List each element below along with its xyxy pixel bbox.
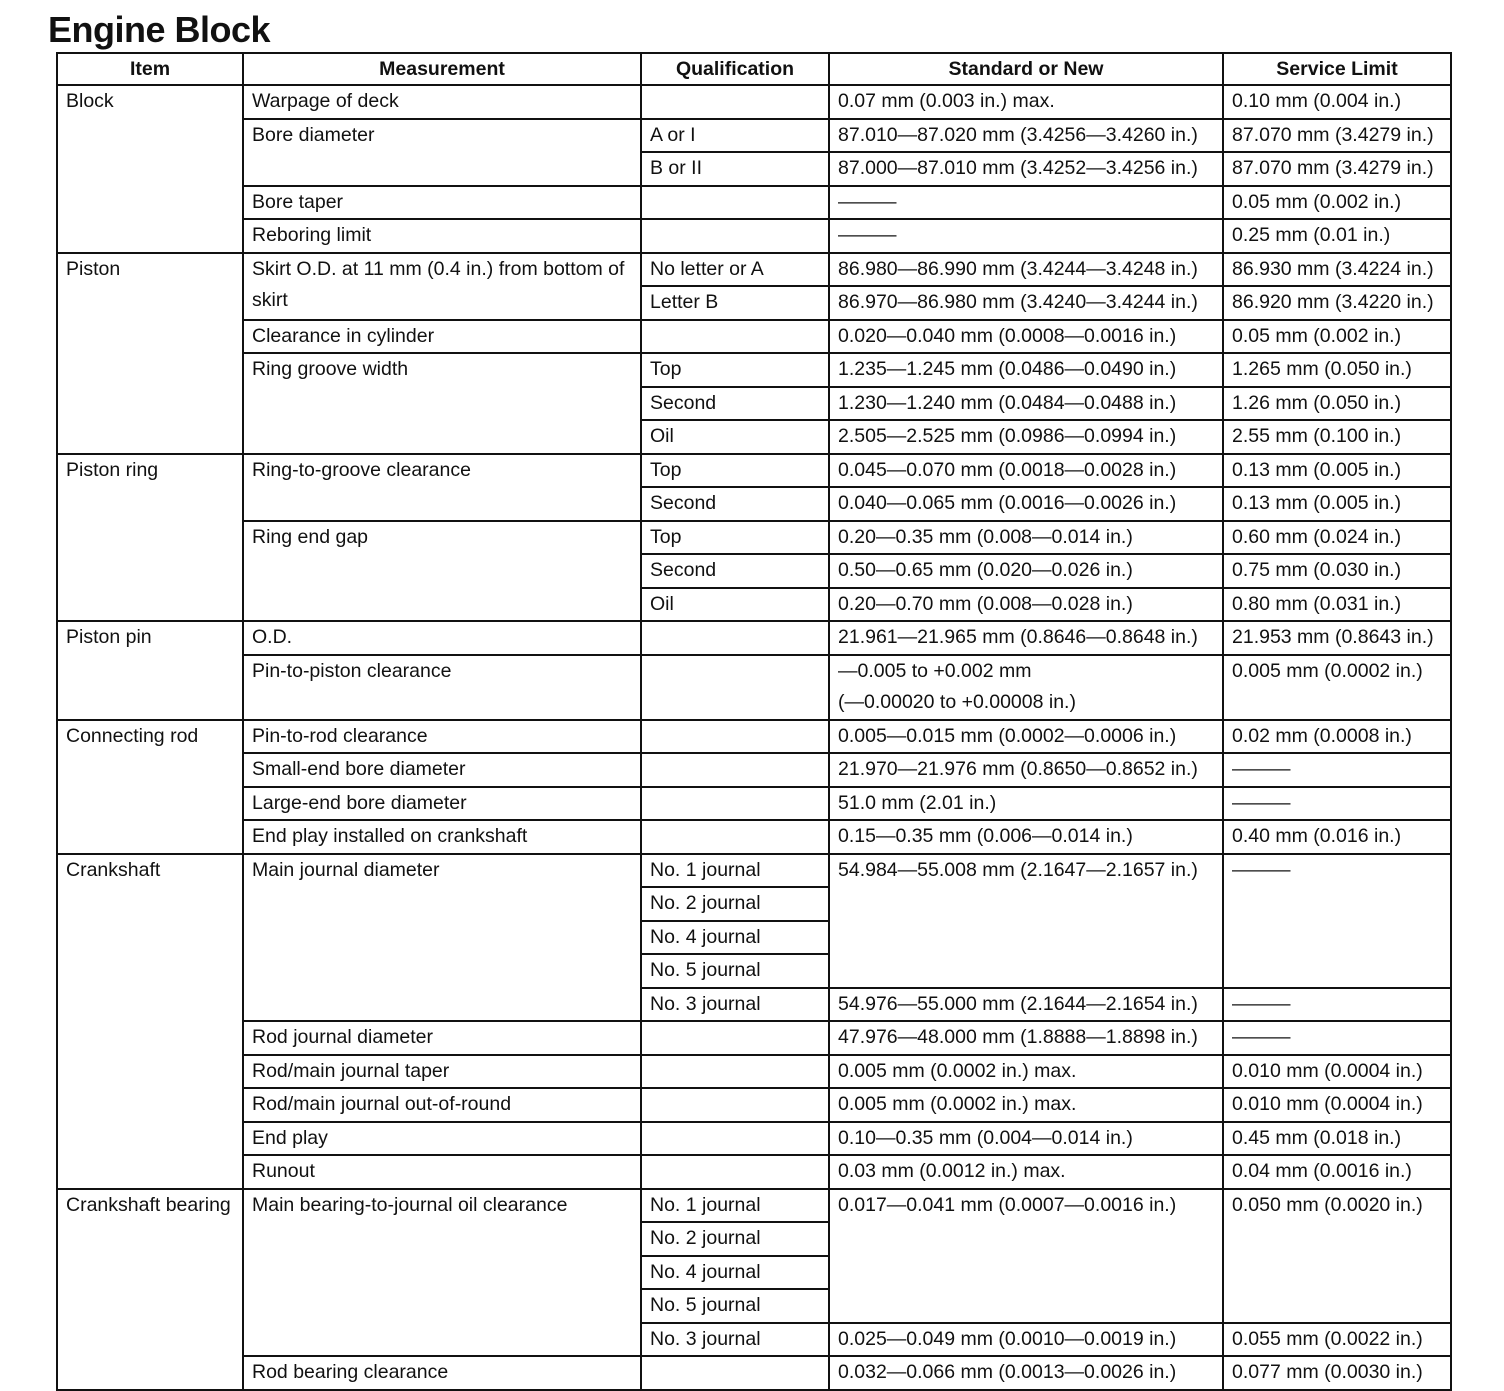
qualification-cell: B or II [641, 152, 829, 186]
service-limit-cell: 0.13 mm (0.005 in.) [1223, 454, 1451, 488]
standard-value-cell [829, 85, 1223, 119]
qualification-cell [641, 186, 829, 220]
qualification-cell: No. 2 journal [641, 887, 829, 921]
table-row [57, 655, 1451, 688]
measurement-cell: Ring-to-groove clearance [243, 454, 641, 521]
standard-value-line: 87.000—87.010 mm (3.4252—3.4256 in.) [838, 157, 1198, 179]
qualification-cell: No. 4 journal [641, 921, 829, 955]
standard-value-line: 2.505—2.525 mm (0.0986—0.0994 in.) [838, 425, 1177, 447]
standard-value-cell [829, 1189, 1223, 1323]
qualification-cell [641, 85, 829, 119]
qualification-cell [641, 655, 829, 720]
service-limit-cell: 21.953 mm (0.8643 in.) [1223, 621, 1451, 655]
table-row [57, 353, 1451, 387]
standard-value-cell [829, 554, 1223, 588]
standard-value-cell [829, 521, 1223, 555]
table-row [57, 521, 1451, 555]
qualification-cell [641, 320, 829, 354]
standard-value-line: (—0.00020 to +0.00008 in.) [838, 691, 1076, 713]
qualification-cell [641, 1021, 829, 1055]
item-cell: Piston pin [57, 621, 243, 720]
measurement-cell: Bore taper [243, 186, 641, 220]
service-limit-cell: 0.010 mm (0.0004 in.) [1223, 1055, 1451, 1089]
measurement-cell: Rod journal diameter [243, 1021, 641, 1055]
table-row [57, 186, 1451, 220]
standard-value-cell [829, 1155, 1223, 1189]
item-cell: Connecting rod [57, 720, 243, 854]
standard-value-cell [829, 988, 1223, 1022]
qualification-cell: No. 1 journal [641, 854, 829, 888]
standard-value-cell [829, 119, 1223, 153]
service-limit-cell: 0.055 mm (0.0022 in.) [1223, 1323, 1451, 1357]
qualification-cell [641, 1155, 829, 1189]
measurement-cell: Main bearing-to-journal oil clearance [243, 1189, 641, 1357]
standard-value-line: 86.970—86.980 mm (3.4240—3.4244 in.) [838, 291, 1198, 313]
standard-value-cell [829, 787, 1223, 821]
standard-value-cell [829, 820, 1223, 854]
column-header-service-limit: Service Limit [1223, 53, 1451, 85]
service-limit-cell: 0.80 mm (0.031 in.) [1223, 588, 1451, 622]
qualification-cell [641, 787, 829, 821]
qualification-cell: No. 3 journal [641, 988, 829, 1022]
qualification-cell: No. 1 journal [641, 1189, 829, 1223]
standard-value-cell [829, 186, 1223, 220]
table-row [57, 85, 1451, 119]
table-row [57, 119, 1451, 153]
service-limit-cell: ——— [1223, 988, 1451, 1022]
standard-value-line: 0.045—0.070 mm (0.0018—0.0028 in.) [838, 458, 1177, 481]
qualification-cell: No. 5 journal [641, 1289, 829, 1323]
standard-value-line: 51.0 mm (2.01 in.) [838, 791, 997, 814]
service-limit-cell: 0.40 mm (0.016 in.) [1223, 820, 1451, 854]
qualification-cell: Top [641, 353, 829, 387]
column-header-qualification: Qualification [641, 53, 829, 85]
qualification-cell: Oil [641, 420, 829, 454]
standard-value-cell [829, 454, 1223, 488]
measurement-cell: Reboring limit [243, 219, 641, 253]
standard-value-cell [829, 588, 1223, 622]
service-limit-cell: 0.050 mm (0.0020 in.) [1223, 1189, 1451, 1323]
standard-value-line: 54.976—55.000 mm (2.1644—2.1654 in.) [838, 992, 1198, 1015]
measurement-cell: Rod/main journal out-of-round [243, 1088, 641, 1122]
measurement-cell: Skirt O.D. at 11 mm (0.4 in.) from bottom of skirt [243, 253, 641, 320]
service-limit-cell: 0.05 mm (0.002 in.) [1223, 320, 1451, 354]
item-cell: Piston ring [57, 454, 243, 622]
standard-value-line: 0.025—0.049 mm (0.0010—0.0019 in.) [838, 1327, 1177, 1350]
service-limit-cell: 0.02 mm (0.0008 in.) [1223, 720, 1451, 754]
qualification-cell [641, 820, 829, 854]
service-limit-cell: 0.60 mm (0.024 in.) [1223, 521, 1451, 555]
standard-value-cell [829, 1356, 1223, 1390]
qualification-cell: Oil [641, 588, 829, 622]
table-row [57, 820, 1451, 854]
table-row [57, 753, 1451, 787]
qualification-cell: No letter or A [641, 253, 829, 287]
table-row [57, 1021, 1451, 1055]
standard-value-cell [829, 253, 1223, 287]
table-row [57, 621, 1451, 655]
service-limit-cell: 0.005 mm (0.0002 in.) [1223, 655, 1451, 720]
qualification-cell: Top [641, 521, 829, 555]
header-row [57, 53, 1451, 85]
service-limit-cell: 86.920 mm (3.4220 in.) [1223, 286, 1451, 320]
service-limit-cell: 0.05 mm (0.002 in.) [1223, 186, 1451, 220]
table-row [57, 1356, 1451, 1390]
standard-value-line: —0.005 to +0.002 mm [838, 659, 1032, 682]
qualification-cell [641, 1356, 829, 1390]
table-row [57, 454, 1451, 488]
qualification-cell [641, 1088, 829, 1122]
standard-value-cell [829, 1122, 1223, 1156]
standard-value-line: 1.230—1.240 mm (0.0484—0.0488 in.) [838, 391, 1177, 414]
standard-value-cell [829, 387, 1223, 421]
table-row [57, 1189, 1451, 1223]
item-cell: Block [57, 85, 243, 253]
qualification-cell [641, 720, 829, 754]
standard-value-line: 21.970—21.976 mm (0.8650—0.8652 in.) [838, 758, 1198, 780]
measurement-cell: Small-end bore diameter [243, 753, 641, 787]
table-row [57, 1055, 1451, 1089]
service-limit-cell: ——— [1223, 787, 1451, 821]
standard-value-cell [829, 286, 1223, 320]
standard-value-line: 0.032—0.066 mm (0.0013—0.0026 in.) [838, 1361, 1177, 1383]
qualification-cell: Top [641, 454, 829, 488]
qualification-cell [641, 1055, 829, 1089]
standard-value-line: 0.017—0.041 mm (0.0007—0.0016 in.) [838, 1193, 1177, 1216]
service-limit-cell: 0.75 mm (0.030 in.) [1223, 554, 1451, 588]
item-cell: Crankshaft bearing [57, 1189, 243, 1390]
standard-value-cell [829, 1088, 1223, 1122]
service-limit-cell: ——— [1223, 1021, 1451, 1055]
table-row [57, 854, 1451, 888]
measurement-cell: Pin-to-rod clearance [243, 720, 641, 754]
measurement-cell: Bore diameter [243, 119, 641, 186]
standard-value-cell [829, 753, 1223, 787]
standard-value-line: 0.005 mm (0.0002 in.) max. [838, 1093, 1077, 1115]
standard-value-line: 0.50—0.65 mm (0.020—0.026 in.) [838, 559, 1133, 581]
standard-value-cell [829, 219, 1223, 253]
measurement-cell: End play [243, 1122, 641, 1156]
service-limit-cell: 0.45 mm (0.018 in.) [1223, 1122, 1451, 1156]
table-row [57, 720, 1451, 754]
service-limit-cell: 0.13 mm (0.005 in.) [1223, 487, 1451, 521]
table-row [57, 1122, 1451, 1156]
standard-value-line: 0.040—0.065 mm (0.0016—0.0026 in.) [838, 492, 1177, 514]
standard-value-cell [829, 621, 1223, 655]
standard-value-cell [829, 854, 1223, 988]
qualification-cell: A or I [641, 119, 829, 153]
service-limit-cell: 86.930 mm (3.4224 in.) [1223, 253, 1451, 287]
table-body [57, 85, 1451, 1390]
qualification-cell [641, 1122, 829, 1156]
qualification-cell: No. 3 journal [641, 1323, 829, 1357]
standard-value-line: 0.005 mm (0.0002 in.) max. [838, 1059, 1077, 1082]
standard-value-line: 87.010—87.020 mm (3.4256—3.4260 in.) [838, 123, 1198, 146]
service-limit-cell: 1.26 mm (0.050 in.) [1223, 387, 1451, 421]
standard-value-cell [829, 320, 1223, 354]
standard-value-line: 0.10—0.35 mm (0.004—0.014 in.) [838, 1126, 1133, 1149]
standard-value-line: 1.235—1.245 mm (0.0486—0.0490 in.) [838, 358, 1177, 380]
measurement-cell: Warpage of deck [243, 85, 641, 119]
standard-value-line: 0.15—0.35 mm (0.006—0.014 in.) [838, 825, 1133, 847]
standard-value-line: 0.03 mm (0.0012 in.) max. [838, 1160, 1066, 1182]
measurement-cell: O.D. [243, 621, 641, 655]
standard-value-cell [829, 1323, 1223, 1357]
standard-value-cell [829, 655, 1223, 720]
measurement-cell: Runout [243, 1155, 641, 1189]
service-limit-cell: 2.55 mm (0.100 in.) [1223, 420, 1451, 454]
qualification-cell [641, 753, 829, 787]
service-limit-cell: 0.04 mm (0.0016 in.) [1223, 1155, 1451, 1189]
qualification-cell [641, 621, 829, 655]
table-row [57, 787, 1451, 821]
standard-value-cell [829, 1021, 1223, 1055]
measurement-cell: Ring end gap [243, 521, 641, 622]
standard-value-line: 0.020—0.040 mm (0.0008—0.0016 in.) [838, 324, 1177, 347]
item-cell: Crankshaft [57, 854, 243, 1189]
table-row [57, 253, 1451, 287]
page-title: Engine Block [48, 9, 271, 50]
measurement-cell: Pin-to-piston clearance [243, 655, 641, 720]
standard-value-line: ——— [838, 224, 897, 246]
measurement-cell: Clearance in cylinder [243, 320, 641, 354]
qualification-cell: Second [641, 487, 829, 521]
service-limit-cell: 1.265 mm (0.050 in.) [1223, 353, 1451, 387]
standard-value-cell [829, 487, 1223, 521]
service-limit-cell: 0.010 mm (0.0004 in.) [1223, 1088, 1451, 1122]
service-limit-cell: ——— [1223, 854, 1451, 988]
measurement-cell: End play installed on crankshaft [243, 820, 641, 854]
column-header-item: Item [57, 53, 243, 85]
service-limit-cell: 0.10 mm (0.004 in.) [1223, 85, 1451, 119]
standard-value-line: 86.980—86.990 mm (3.4244—3.4248 in.) [838, 257, 1198, 280]
engine-block-spec-table [56, 52, 1452, 1391]
table-row [57, 1088, 1451, 1122]
qualification-cell: Letter B [641, 286, 829, 320]
column-header-standard-or-new: Standard or New [829, 53, 1223, 85]
standard-value-line: 21.961—21.965 mm (0.8646—0.8648 in.) [838, 626, 1198, 648]
measurement-cell: Rod bearing clearance [243, 1356, 641, 1390]
standard-value-cell [829, 1055, 1223, 1089]
column-header-measurement: Measurement [243, 53, 641, 85]
item-cell: Piston [57, 253, 243, 454]
service-limit-cell: ——— [1223, 753, 1451, 787]
qualification-cell: Second [641, 554, 829, 588]
standard-value-line: 54.984—55.008 mm (2.1647—2.1657 in.) [838, 858, 1198, 881]
measurement-cell: Main journal diameter [243, 854, 641, 1022]
standard-value-cell [829, 152, 1223, 186]
service-limit-cell: 87.070 mm (3.4279 in.) [1223, 119, 1451, 153]
table-row [57, 1155, 1451, 1189]
table-row [57, 320, 1451, 354]
qualification-cell [641, 219, 829, 253]
measurement-cell: Ring groove width [243, 353, 641, 454]
standard-value-line: 0.07 mm (0.003 in.) max. [838, 90, 1055, 112]
measurement-cell: Rod/main journal taper [243, 1055, 641, 1089]
qualification-cell: No. 2 journal [641, 1222, 829, 1256]
standard-value-line: 0.20—0.70 mm (0.008—0.028 in.) [838, 592, 1133, 615]
standard-value-cell [829, 353, 1223, 387]
standard-value-line: ——— [838, 190, 897, 213]
measurement-cell: Large-end bore diameter [243, 787, 641, 821]
qualification-cell: No. 4 journal [641, 1256, 829, 1290]
service-limit-cell: 0.077 mm (0.0030 in.) [1223, 1356, 1451, 1390]
standard-value-cell [829, 720, 1223, 754]
standard-value-line: 0.005—0.015 mm (0.0002—0.0006 in.) [838, 724, 1177, 747]
standard-value-cell [829, 420, 1223, 454]
table-row [57, 219, 1451, 253]
standard-value-line: 0.20—0.35 mm (0.008—0.014 in.) [838, 525, 1133, 548]
qualification-cell: Second [641, 387, 829, 421]
standard-value-line: 47.976—48.000 mm (1.8888—1.8898 in.) [838, 1026, 1198, 1048]
qualification-cell: No. 5 journal [641, 954, 829, 988]
service-limit-cell: 0.25 mm (0.01 in.) [1223, 219, 1451, 253]
service-limit-cell: 87.070 mm (3.4279 in.) [1223, 152, 1451, 186]
